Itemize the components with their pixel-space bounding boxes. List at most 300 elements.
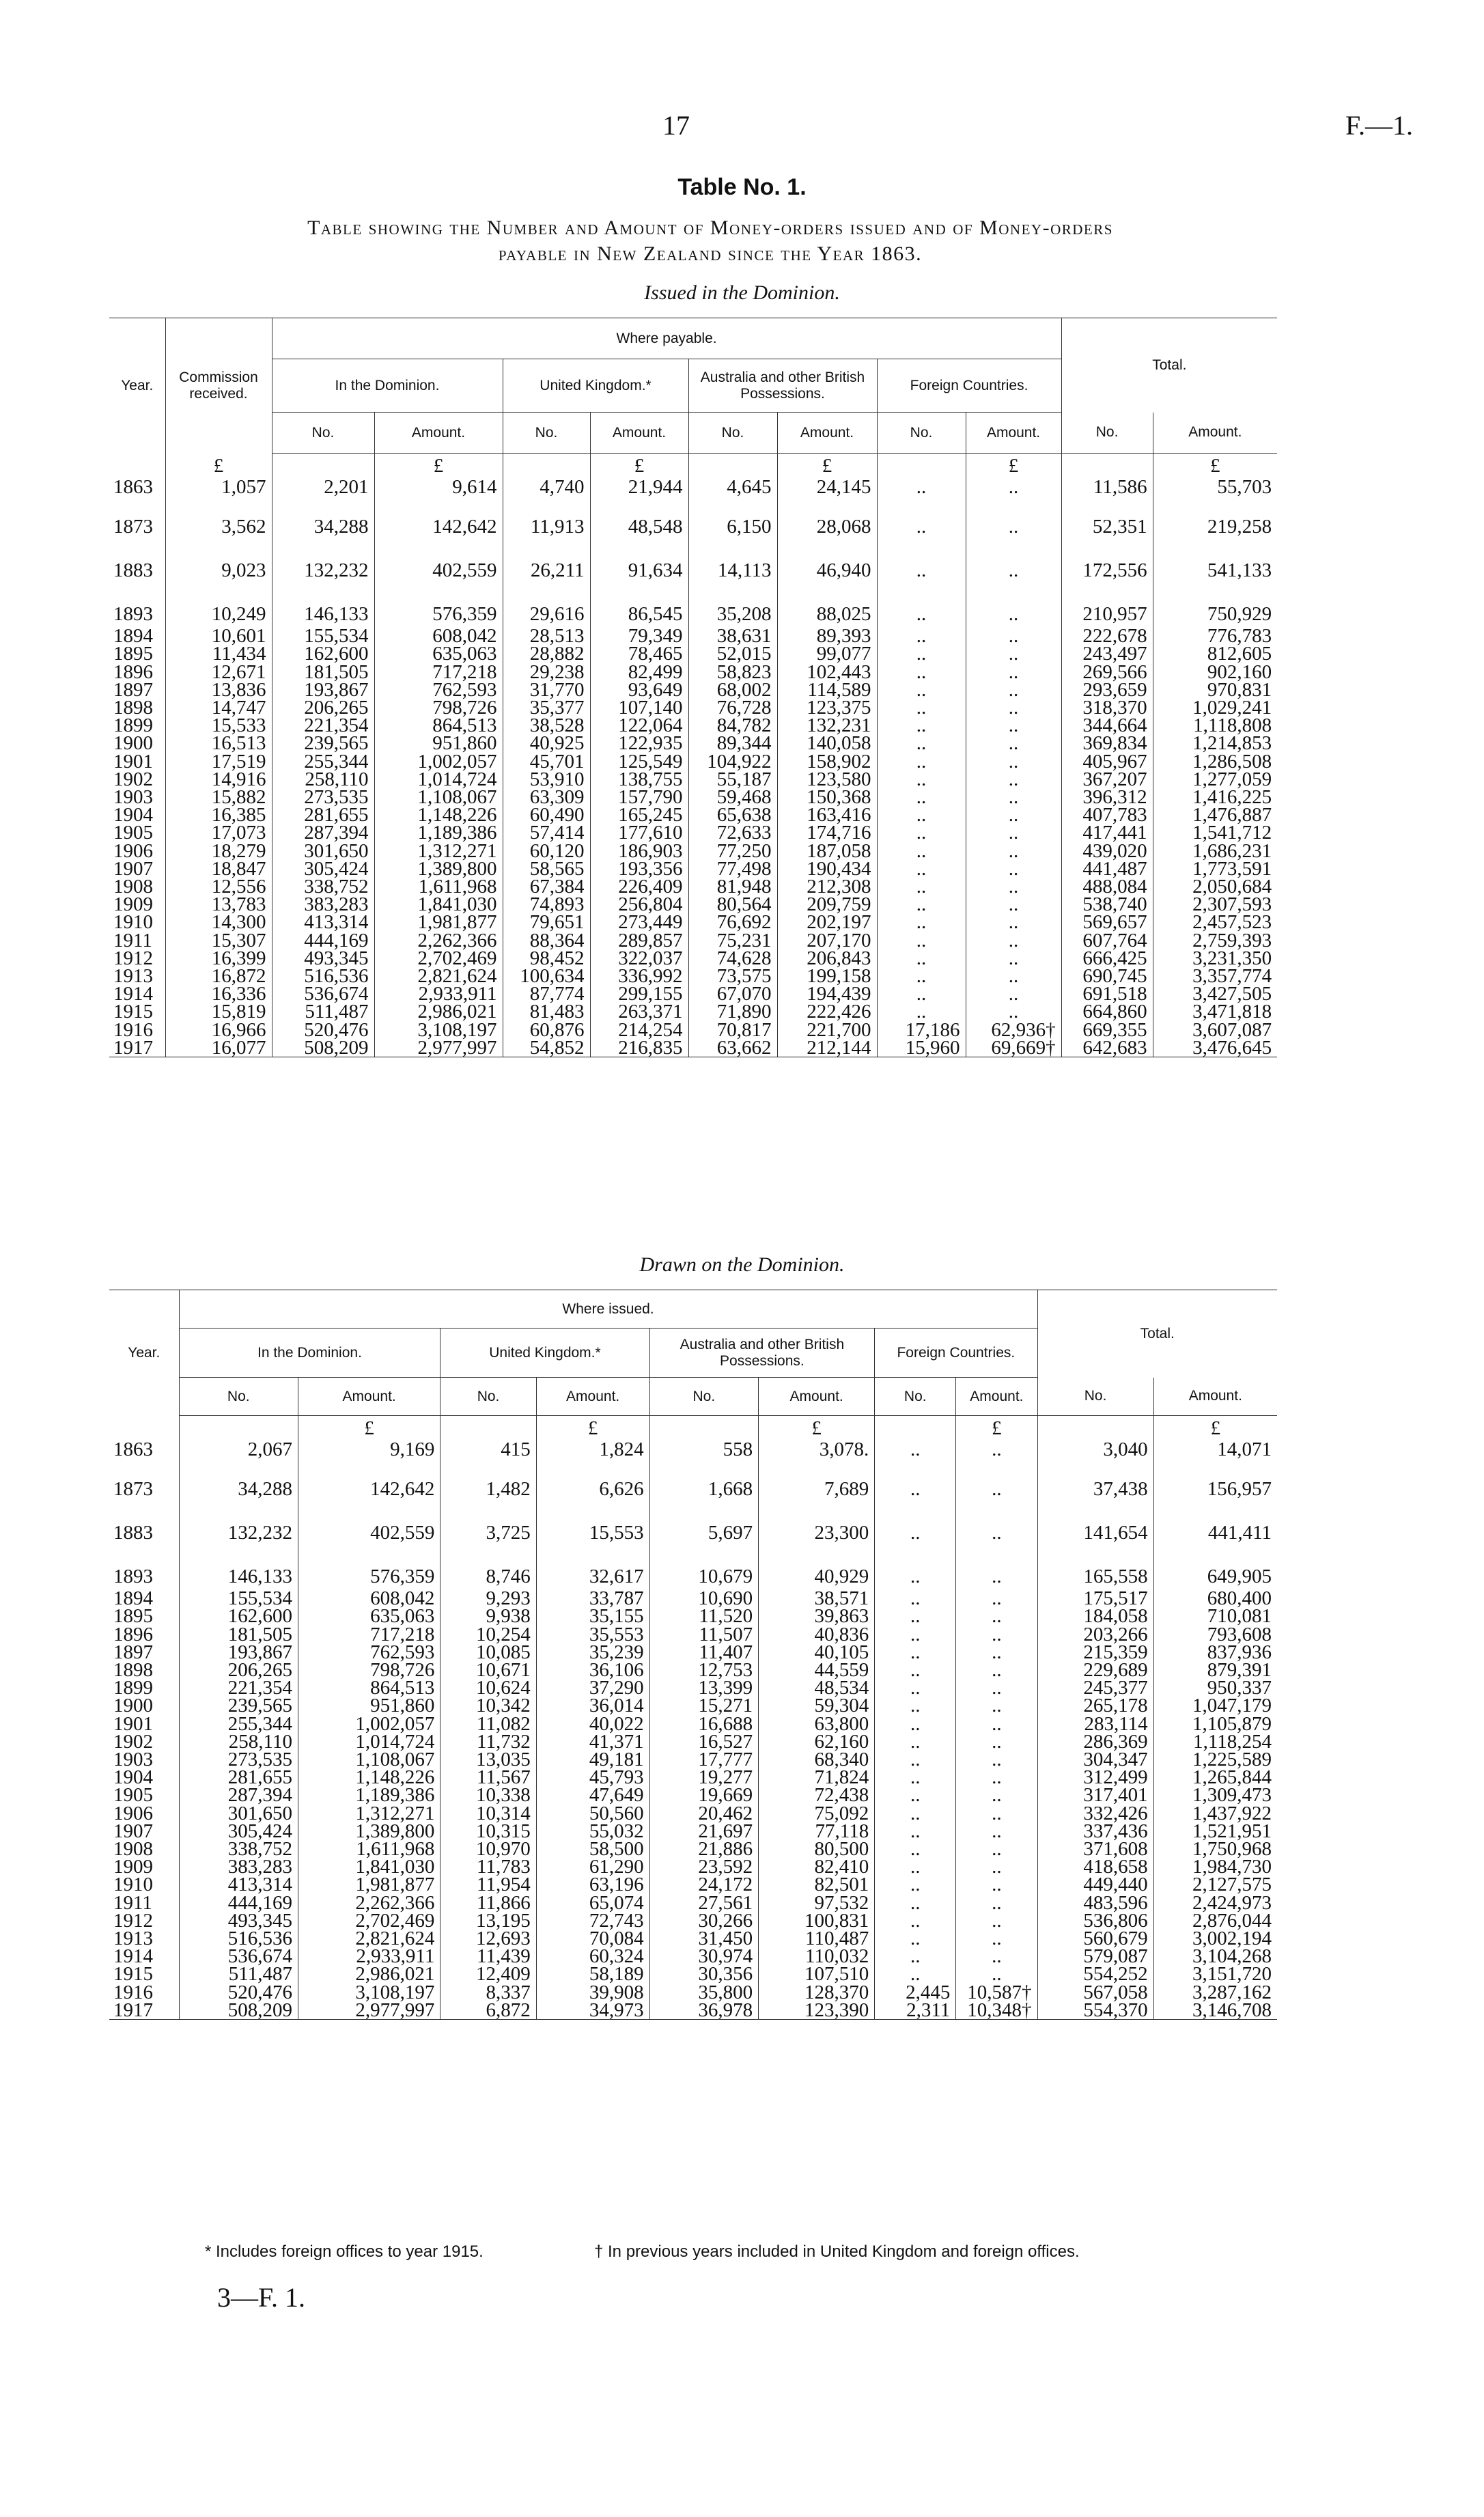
table-cell: 89,393 bbox=[777, 627, 877, 645]
table-cell: 86,545 bbox=[590, 583, 688, 627]
table-cell: 3,146,708 bbox=[1153, 2001, 1277, 2020]
year-cell: 1911 bbox=[113, 1891, 152, 1914]
table-cell: 798,726 bbox=[298, 1661, 440, 1679]
table-cell: 15,533 bbox=[165, 717, 272, 734]
table-cell: 57,414 bbox=[503, 824, 590, 842]
table-cell: .. bbox=[966, 967, 1061, 985]
table-cell: .. bbox=[875, 1546, 956, 1589]
table-cell: 3,151,720 bbox=[1153, 1965, 1277, 1983]
year-cell: 1899 bbox=[113, 1677, 153, 1699]
table-caption bbox=[116, 215, 1304, 267]
table-cell: 125,549 bbox=[590, 753, 688, 770]
year-cell: 1904 bbox=[113, 804, 153, 826]
table-cell: 383,283 bbox=[272, 895, 374, 913]
table-cell: 3,471,818 bbox=[1153, 1003, 1277, 1020]
table-cell: .. bbox=[956, 1697, 1037, 1714]
table-cell: .. bbox=[877, 967, 966, 985]
table-cell: 107,140 bbox=[590, 699, 688, 717]
table-cell: 879,391 bbox=[1153, 1661, 1277, 1679]
table-cell: .. bbox=[956, 1502, 1037, 1546]
table-row bbox=[109, 540, 1277, 583]
table-cell: 1,521,951 bbox=[1153, 1822, 1277, 1840]
table-cell: 1,225,589 bbox=[1153, 1751, 1277, 1768]
no-header: No. bbox=[272, 413, 374, 454]
table-cell: 837,936 bbox=[1153, 1643, 1277, 1661]
table-cell: 541,133 bbox=[1153, 540, 1277, 583]
table-cell: .. bbox=[956, 1947, 1037, 1965]
table-cell: 317,401 bbox=[1037, 1786, 1153, 1804]
table-cell: 63,662 bbox=[688, 1039, 777, 1057]
table-cell: 157,790 bbox=[590, 788, 688, 806]
no-header: No. bbox=[877, 413, 966, 454]
table-cell: 20,462 bbox=[649, 1805, 759, 1822]
table-cell: 13,399 bbox=[649, 1679, 759, 1697]
table-cell: 156,957 bbox=[1153, 1458, 1277, 1502]
table-cell: 1,057 bbox=[165, 478, 272, 496]
table-cell: 508,209 bbox=[179, 2001, 298, 2020]
table-row bbox=[109, 1965, 1277, 1983]
table-cell: .. bbox=[956, 1679, 1037, 1697]
table-cell: 322,037 bbox=[590, 949, 688, 967]
table-cell: 40,925 bbox=[503, 734, 590, 752]
table-cell: 11,732 bbox=[440, 1733, 536, 1751]
table-cell: 202,197 bbox=[777, 913, 877, 931]
year-cell: 1900 bbox=[113, 1695, 153, 1717]
year-cell: 1909 bbox=[113, 1856, 153, 1878]
table-cell: .. bbox=[875, 1441, 956, 1458]
table-cell: 52,015 bbox=[688, 645, 777, 663]
table-cell: 1,476,887 bbox=[1153, 806, 1277, 824]
table-cell: .. bbox=[877, 949, 966, 967]
page-number: 17 bbox=[662, 110, 690, 141]
table-cell: 37,290 bbox=[536, 1679, 649, 1697]
table-cell: 78,465 bbox=[590, 645, 688, 663]
amount-header: Amount. bbox=[374, 413, 503, 454]
table-cell: 221,354 bbox=[272, 717, 374, 734]
table-cell: 71,890 bbox=[688, 1003, 777, 1020]
table-cell: .. bbox=[877, 583, 966, 627]
table-cell: 263,371 bbox=[590, 1003, 688, 1020]
table-cell: .. bbox=[877, 540, 966, 583]
table-cell: 58,823 bbox=[688, 663, 777, 681]
year-cell: 1914 bbox=[113, 1945, 153, 1968]
table-cell: 16,527 bbox=[649, 1733, 759, 1751]
table-cell: 207,170 bbox=[777, 932, 877, 949]
table-cell: .. bbox=[966, 681, 1061, 699]
table-cell: 511,487 bbox=[179, 1965, 298, 1983]
table-cell: 89,344 bbox=[688, 734, 777, 752]
table-cell: 239,565 bbox=[179, 1697, 298, 1714]
table-cell: 536,674 bbox=[272, 985, 374, 1003]
table-cell: 239,565 bbox=[272, 734, 374, 752]
table-cell: 1,984,730 bbox=[1153, 1858, 1277, 1876]
table-cell: .. bbox=[956, 1930, 1037, 1947]
table-row bbox=[109, 1441, 1277, 1458]
year-cell: 1905 bbox=[113, 1784, 153, 1807]
table-cell: .. bbox=[966, 699, 1061, 717]
table-cell: 10,348† bbox=[956, 2001, 1037, 2020]
table-cell: 520,476 bbox=[272, 1021, 374, 1039]
table-cell: 4,740 bbox=[503, 478, 590, 496]
table-cell: .. bbox=[956, 1822, 1037, 1840]
table-row bbox=[109, 663, 1277, 681]
table-cell: 71,824 bbox=[759, 1768, 875, 1786]
table-cell: 2,933,911 bbox=[298, 1947, 440, 1965]
table-cell: 1,047,179 bbox=[1153, 1697, 1277, 1714]
no-header: No. bbox=[1061, 413, 1153, 454]
uk-header: United Kingdom.* bbox=[503, 359, 688, 413]
table-cell: 35,155 bbox=[536, 1607, 649, 1625]
table-cell: 9,169 bbox=[298, 1441, 440, 1458]
table-cell: 301,650 bbox=[179, 1805, 298, 1822]
table-cell: 59,468 bbox=[688, 788, 777, 806]
table-cell: 3,287,162 bbox=[1153, 1984, 1277, 2001]
table-cell: 396,312 bbox=[1061, 788, 1153, 806]
drawn-table-body bbox=[109, 1416, 1277, 2020]
table-cell: 289,857 bbox=[590, 932, 688, 949]
table-cell: 449,440 bbox=[1037, 1876, 1153, 1893]
table-cell: 46,940 bbox=[777, 540, 877, 583]
table-cell: 344,664 bbox=[1061, 717, 1153, 734]
table-cell: 3,562 bbox=[165, 496, 272, 540]
table-cell: 55,187 bbox=[688, 770, 777, 788]
table-cell: 19,669 bbox=[649, 1786, 759, 1804]
table-cell: 98,452 bbox=[503, 949, 590, 967]
table-cell: 635,063 bbox=[298, 1607, 440, 1625]
table-cell: 34,288 bbox=[179, 1458, 298, 1502]
drawn-table bbox=[109, 1290, 1277, 2020]
commission-header: Commission received. bbox=[165, 318, 272, 454]
table-cell: 558 bbox=[649, 1441, 759, 1458]
table-cell: 30,974 bbox=[649, 1947, 759, 1965]
year-cell: 1901 bbox=[113, 750, 153, 773]
table-cell: 31,450 bbox=[649, 1930, 759, 1947]
table-cell: 87,774 bbox=[503, 985, 590, 1003]
table-cell: 16,688 bbox=[649, 1715, 759, 1733]
table-row bbox=[109, 1876, 1277, 1893]
table-cell: .. bbox=[875, 1965, 956, 1983]
table-cell: 29,238 bbox=[503, 663, 590, 681]
table-cell: 299,155 bbox=[590, 985, 688, 1003]
where-issued-header: Where issued. bbox=[179, 1290, 1037, 1329]
table-cell: 369,834 bbox=[1061, 734, 1153, 752]
table-cell: 72,743 bbox=[536, 1912, 649, 1930]
table-cell: 367,207 bbox=[1061, 770, 1153, 788]
foreign-header: Foreign Countries. bbox=[875, 1329, 1037, 1378]
table-cell: .. bbox=[877, 734, 966, 752]
table-cell: 3,607,087 bbox=[1153, 1021, 1277, 1039]
table-cell: 10,690 bbox=[649, 1589, 759, 1607]
year-cell: 1917 bbox=[109, 2001, 179, 2020]
pound-sign-row bbox=[109, 1416, 1277, 1441]
table-cell: 76,728 bbox=[688, 699, 777, 717]
table-cell: 52,351 bbox=[1061, 496, 1153, 540]
table-cell: 44,559 bbox=[759, 1661, 875, 1679]
table-row bbox=[109, 583, 1277, 627]
table-cell: 1,309,473 bbox=[1153, 1786, 1277, 1804]
table-cell: 72,438 bbox=[759, 1786, 875, 1804]
table-cell: 417,441 bbox=[1061, 824, 1153, 842]
table-cell: 114,589 bbox=[777, 681, 877, 699]
table-cell: 14,071 bbox=[1153, 1441, 1277, 1458]
table-cell: .. bbox=[966, 627, 1061, 645]
table-cell: 142,642 bbox=[374, 496, 503, 540]
table-cell: 82,499 bbox=[590, 663, 688, 681]
table-cell: 67,070 bbox=[688, 985, 777, 1003]
table-cell: 338,752 bbox=[179, 1840, 298, 1858]
table-cell: 441,487 bbox=[1061, 860, 1153, 878]
table-cell: .. bbox=[966, 478, 1061, 496]
table-cell: 138,755 bbox=[590, 770, 688, 788]
no-header: No. bbox=[503, 413, 590, 454]
table-cell: .. bbox=[966, 878, 1061, 895]
table-cell: 70,817 bbox=[688, 1021, 777, 1039]
table-cell: 11,913 bbox=[503, 496, 590, 540]
year-cell: 1896 bbox=[113, 660, 153, 683]
table-cell: 27,561 bbox=[649, 1894, 759, 1912]
table-cell: 2,445 bbox=[875, 1984, 956, 2001]
table-cell: 10,342 bbox=[440, 1697, 536, 1714]
table-cell: 1,437,922 bbox=[1153, 1805, 1277, 1822]
table-cell: 16,966 bbox=[165, 1021, 272, 1039]
table-cell: .. bbox=[877, 699, 966, 717]
table-cell: .. bbox=[966, 770, 1061, 788]
table-cell: 11,567 bbox=[440, 1768, 536, 1786]
table-cell: 28,513 bbox=[503, 627, 590, 645]
year-cell: 1913 bbox=[113, 1928, 153, 1950]
table-cell: 24,172 bbox=[649, 1876, 759, 1893]
table-cell: 508,209 bbox=[272, 1039, 374, 1057]
amount-header: Amount. bbox=[298, 1378, 440, 1416]
table-cell: 2,262,366 bbox=[374, 932, 503, 949]
table-cell: 68,340 bbox=[759, 1751, 875, 1768]
year-cell: 1895 bbox=[113, 643, 153, 665]
table-cell: 1,118,808 bbox=[1153, 717, 1277, 734]
table-cell: 23,300 bbox=[759, 1502, 875, 1546]
table-row bbox=[109, 1502, 1277, 1546]
table-cell: .. bbox=[956, 1589, 1037, 1607]
table-row bbox=[109, 478, 1277, 496]
table-cell: 28,882 bbox=[503, 645, 590, 663]
table-cell: .. bbox=[956, 1965, 1037, 1983]
table-cell: 1,189,386 bbox=[374, 824, 503, 842]
table-cell: 206,843 bbox=[777, 949, 877, 967]
table-cell: 1,773,591 bbox=[1153, 860, 1277, 878]
table-cell: 70,084 bbox=[536, 1930, 649, 1947]
table-cell: 413,314 bbox=[179, 1876, 298, 1893]
table-cell: 3,078. bbox=[759, 1441, 875, 1458]
issued-table bbox=[109, 318, 1277, 1057]
table-cell: 155,534 bbox=[179, 1589, 298, 1607]
table-cell: 216,835 bbox=[590, 1039, 688, 1057]
table-cell: 199,158 bbox=[777, 967, 877, 985]
table-cell: 165,245 bbox=[590, 806, 688, 824]
table-cell: 11,586 bbox=[1061, 478, 1153, 496]
table-cell: .. bbox=[956, 1858, 1037, 1876]
table-cell: 1,312,271 bbox=[374, 842, 503, 860]
table-cell: 10,314 bbox=[440, 1805, 536, 1822]
table-cell: 304,347 bbox=[1037, 1751, 1153, 1768]
table-cell: 41,371 bbox=[536, 1733, 649, 1751]
amount-header: Amount. bbox=[956, 1378, 1037, 1416]
table-cell: 81,948 bbox=[688, 878, 777, 895]
total-header: Total. bbox=[1037, 1290, 1277, 1378]
table-cell: 73,575 bbox=[688, 967, 777, 985]
table-cell: 38,571 bbox=[759, 1589, 875, 1607]
table-cell: 11,954 bbox=[440, 1876, 536, 1893]
table-cell: 1,668 bbox=[649, 1458, 759, 1502]
table-cell: .. bbox=[877, 895, 966, 913]
table-cell: .. bbox=[877, 913, 966, 931]
table-cell: 37,438 bbox=[1037, 1458, 1153, 1502]
table-cell: 172,556 bbox=[1061, 540, 1153, 583]
table-cell: 45,793 bbox=[536, 1768, 649, 1786]
table-cell: 383,283 bbox=[179, 1858, 298, 1876]
table-cell: 222,678 bbox=[1061, 627, 1153, 645]
amount-header: Amount. bbox=[590, 413, 688, 454]
table-cell: 441,411 bbox=[1153, 1502, 1277, 1546]
table-cell: 155,534 bbox=[272, 627, 374, 645]
table-cell: 15,819 bbox=[165, 1003, 272, 1020]
table-cell: 554,370 bbox=[1037, 2001, 1153, 2020]
table-cell: 642,683 bbox=[1061, 1039, 1153, 1057]
table-cell: .. bbox=[875, 1822, 956, 1840]
table-cell: 1,750,968 bbox=[1153, 1840, 1277, 1858]
table-cell: 11,082 bbox=[440, 1715, 536, 1733]
table-cell: 80,564 bbox=[688, 895, 777, 913]
table-cell: 6,872 bbox=[440, 2001, 536, 2020]
table-row bbox=[109, 1021, 1277, 1039]
table-cell: 194,439 bbox=[777, 985, 877, 1003]
table-cell: 10,671 bbox=[440, 1661, 536, 1679]
table-cell: 36,978 bbox=[649, 2001, 759, 2020]
caption-line-2: payable in New Zealand since the Year 1863. bbox=[498, 242, 923, 265]
year-cell: 1907 bbox=[113, 857, 153, 880]
table-cell: 40,105 bbox=[759, 1643, 875, 1661]
table-cell: 3,040 bbox=[1037, 1441, 1153, 1458]
table-cell: 140,058 bbox=[777, 734, 877, 752]
table-cell: 2,307,593 bbox=[1153, 895, 1277, 913]
table-cell: .. bbox=[875, 1768, 956, 1786]
table-cell: 1,214,853 bbox=[1153, 734, 1277, 752]
table-cell: .. bbox=[966, 1003, 1061, 1020]
no-header: No. bbox=[179, 1378, 298, 1416]
pound-sign: £ bbox=[1153, 454, 1277, 479]
table-cell: 79,651 bbox=[503, 913, 590, 931]
table-cell: .. bbox=[875, 1805, 956, 1822]
table-cell: .. bbox=[877, 842, 966, 860]
table-cell: 538,740 bbox=[1061, 895, 1153, 913]
table-cell: 11,407 bbox=[649, 1643, 759, 1661]
table-cell: 293,659 bbox=[1061, 681, 1153, 699]
table-cell: 2,702,469 bbox=[298, 1912, 440, 1930]
table-cell: 15,553 bbox=[536, 1502, 649, 1546]
table-cell: 67,384 bbox=[503, 878, 590, 895]
amount-header: Amount. bbox=[777, 413, 877, 454]
table-cell: .. bbox=[875, 1912, 956, 1930]
table-cell: 72,633 bbox=[688, 824, 777, 842]
table-cell: 62,160 bbox=[759, 1733, 875, 1751]
table-cell: .. bbox=[956, 1733, 1037, 1751]
table-row bbox=[109, 1003, 1277, 1020]
table-cell: 950,337 bbox=[1153, 1679, 1277, 1697]
table-cell: 3,357,774 bbox=[1153, 967, 1277, 985]
table-row bbox=[109, 496, 1277, 540]
table-cell: 30,356 bbox=[649, 1965, 759, 1983]
table-cell: 222,426 bbox=[777, 1003, 877, 1020]
table-cell: 1,108,067 bbox=[374, 788, 503, 806]
pound-sign: £ bbox=[1153, 1416, 1277, 1441]
table-cell: 122,064 bbox=[590, 717, 688, 734]
table-cell: .. bbox=[956, 1643, 1037, 1661]
table-cell: 210,957 bbox=[1061, 583, 1153, 627]
table-cell: 141,654 bbox=[1037, 1502, 1153, 1546]
table-cell: 15,882 bbox=[165, 788, 272, 806]
table-cell: 1,277,059 bbox=[1153, 770, 1277, 788]
table-cell: 63,309 bbox=[503, 788, 590, 806]
table-cell: 80,500 bbox=[759, 1840, 875, 1858]
table-cell: .. bbox=[875, 1661, 956, 1679]
no-header: No. bbox=[1037, 1378, 1153, 1416]
table-cell: 28,068 bbox=[777, 496, 877, 540]
table-cell: 39,863 bbox=[759, 1607, 875, 1625]
table-cell: .. bbox=[875, 1858, 956, 1876]
year-cell: 1904 bbox=[113, 1766, 153, 1789]
table-cell: .. bbox=[875, 1876, 956, 1893]
year-cell: 1883 bbox=[113, 559, 153, 582]
year-cell: 1909 bbox=[113, 893, 153, 916]
table-cell: 3,002,194 bbox=[1153, 1930, 1277, 1947]
table-cell: 163,416 bbox=[777, 806, 877, 824]
table-cell: 229,689 bbox=[1037, 1661, 1153, 1679]
table-cell: 439,020 bbox=[1061, 842, 1153, 860]
table-cell: 12,753 bbox=[649, 1661, 759, 1679]
table-cell: 3,231,350 bbox=[1153, 949, 1277, 967]
table-cell: 1,482 bbox=[440, 1458, 536, 1502]
table-cell: 97,532 bbox=[759, 1894, 875, 1912]
table-cell: 569,657 bbox=[1061, 913, 1153, 931]
table-cell: 21,886 bbox=[649, 1840, 759, 1858]
table-cell: 554,252 bbox=[1037, 1965, 1153, 1983]
table-cell: 35,208 bbox=[688, 583, 777, 627]
year-cell: 1910 bbox=[113, 1874, 153, 1896]
table-cell: 58,500 bbox=[536, 1840, 649, 1858]
table-cell: .. bbox=[966, 753, 1061, 770]
table-cell: 30,266 bbox=[649, 1912, 759, 1930]
table-cell: .. bbox=[966, 663, 1061, 681]
table-cell: 444,169 bbox=[272, 932, 374, 949]
pound-sign: £ bbox=[165, 454, 272, 479]
table-cell: 21,697 bbox=[649, 1822, 759, 1840]
pound-sign: £ bbox=[956, 1416, 1037, 1441]
table-cell: .. bbox=[875, 1786, 956, 1804]
table-cell: 2,424,973 bbox=[1153, 1894, 1277, 1912]
table-cell: 11,439 bbox=[440, 1947, 536, 1965]
table-cell: .. bbox=[877, 1003, 966, 1020]
table-cell: 690,745 bbox=[1061, 967, 1153, 985]
table-row bbox=[109, 1039, 1277, 1057]
table-cell: 2,067 bbox=[179, 1441, 298, 1458]
table-cell: .. bbox=[877, 717, 966, 734]
table-cell: 60,876 bbox=[503, 1021, 590, 1039]
pound-sign: £ bbox=[298, 1416, 440, 1441]
table-cell: 9,023 bbox=[165, 540, 272, 583]
year-cell: 1883 bbox=[113, 1522, 153, 1544]
year-cell: 1902 bbox=[113, 1730, 153, 1753]
table-cell: 35,553 bbox=[536, 1626, 649, 1643]
table-cell: 2,933,911 bbox=[374, 985, 503, 1003]
table-cell: .. bbox=[875, 1947, 956, 1965]
